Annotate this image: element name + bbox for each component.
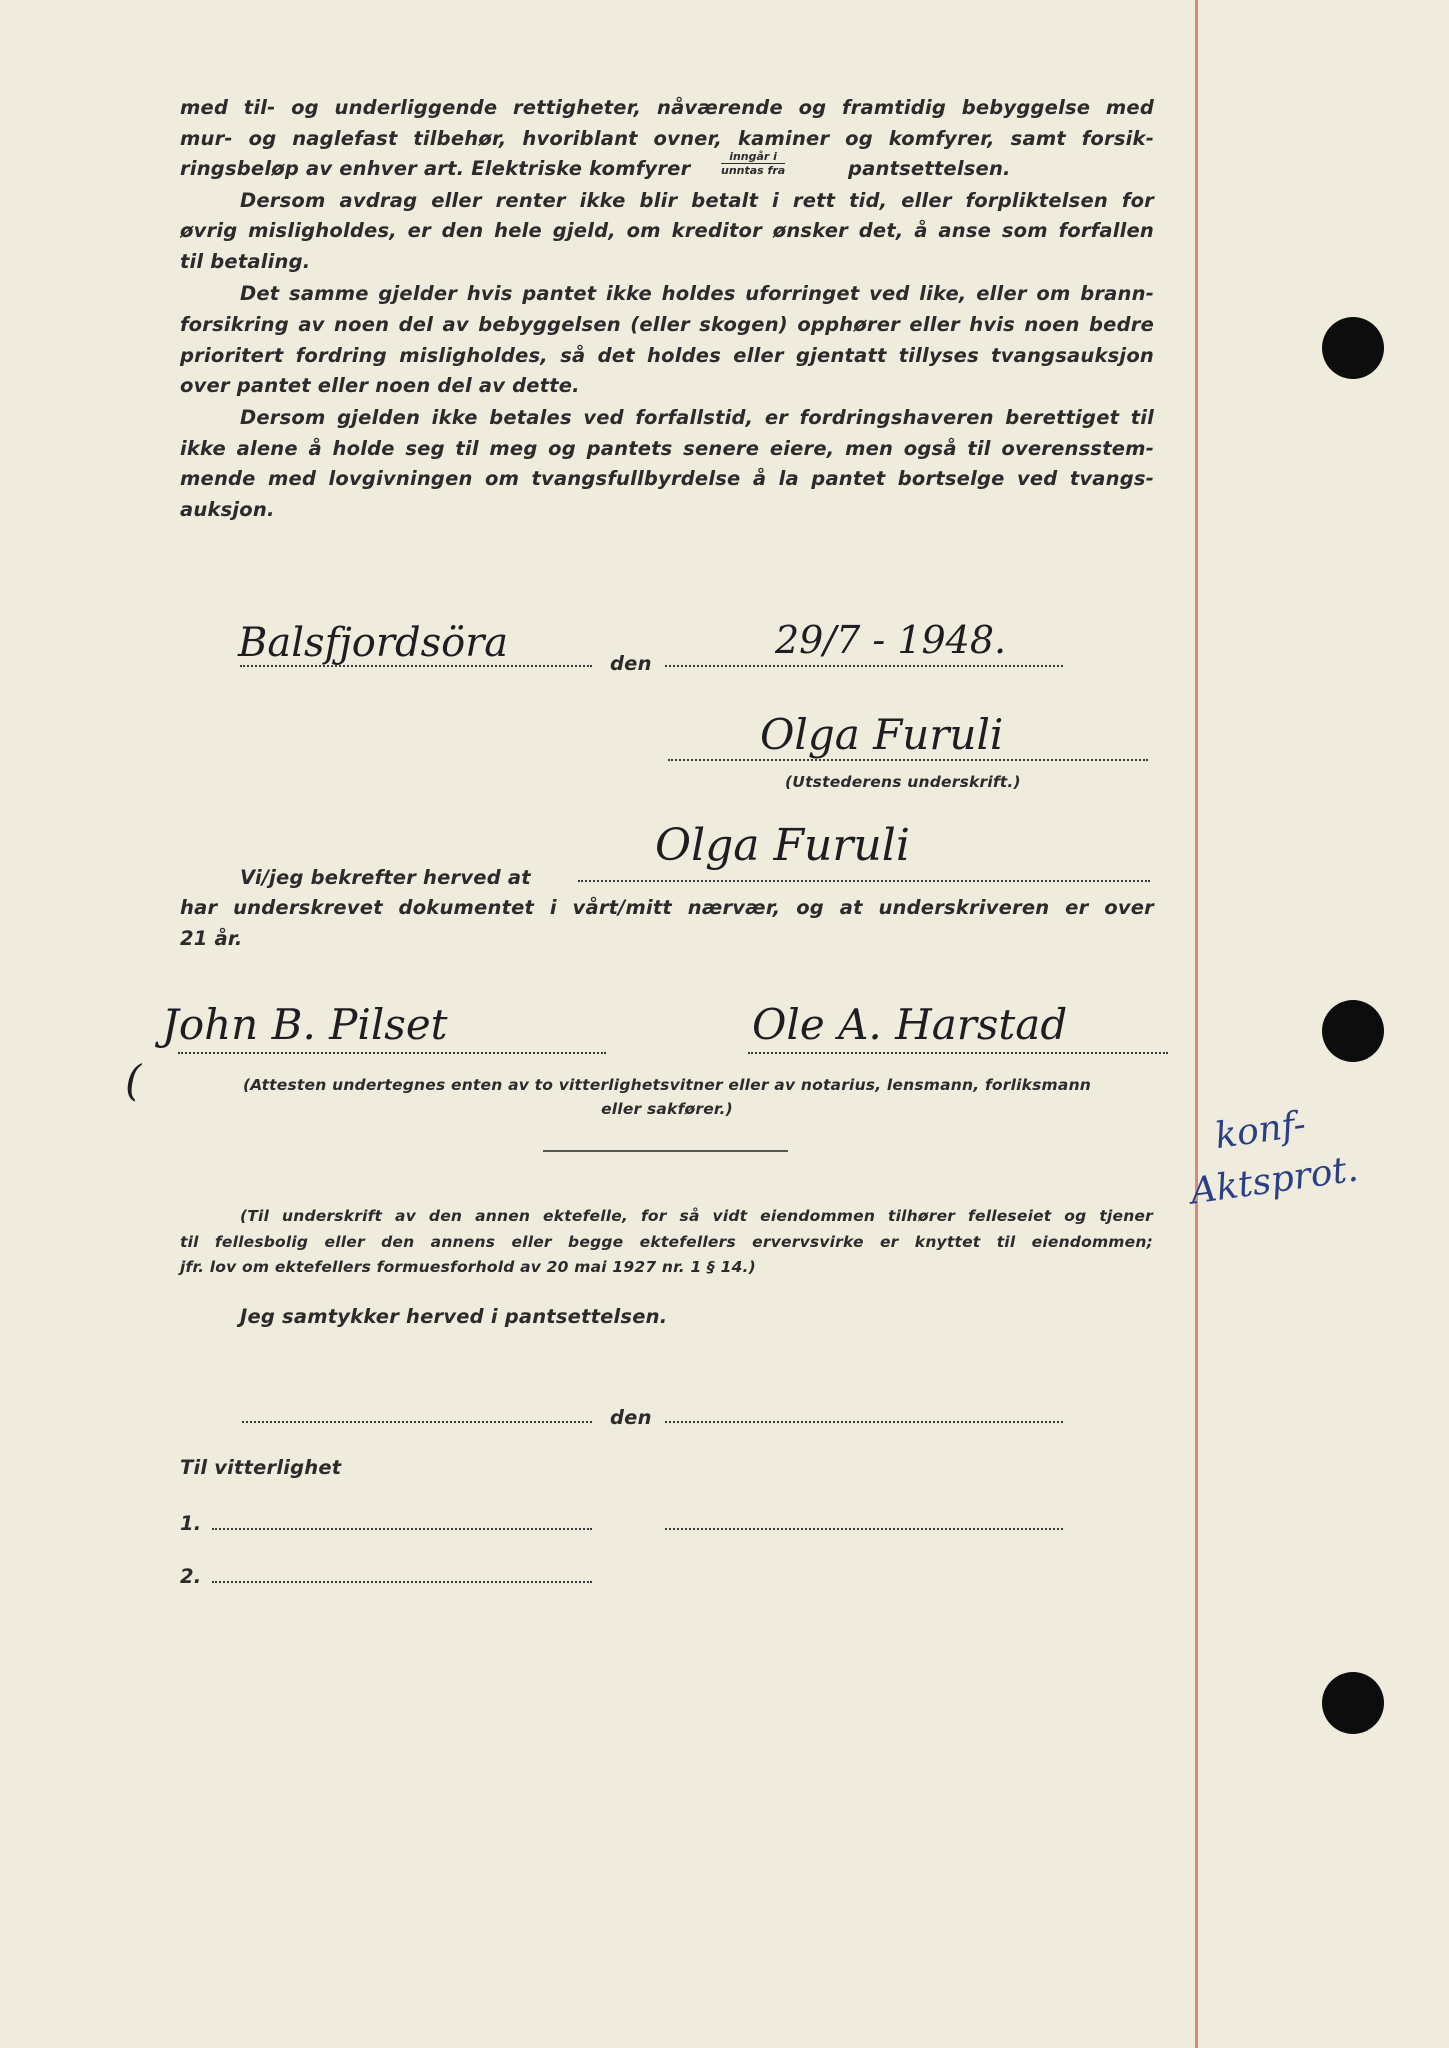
witness2-signature: Ole A. Harstad [752, 1000, 1068, 1049]
text-line: auksjon. [180, 498, 275, 521]
witness-heading: Til vitterlighet [180, 1456, 342, 1479]
witness-line-2a [212, 1581, 592, 1583]
date-handwritten: 29/7 - 1948. [775, 618, 1007, 662]
text-line: Dersom gjelden ikke betales ved forfallstid, er fordringshaveren berettiget til [240, 406, 1154, 429]
den-label: den [610, 652, 652, 675]
witness-line-1b [665, 1528, 1063, 1530]
fraction-top: inngår i [721, 150, 785, 164]
witness1-signature: John B. Pilset [162, 1000, 448, 1049]
text-line: ikke alene å holde seg til meg og pantets senere eiere, men også til overensstem- [180, 437, 1154, 460]
text-line: Det samme gjelder hvis pantet ikke holdes uforringet ved like, eller om brann- [240, 282, 1154, 305]
spouse-note-line: til fellesbolig eller den annens eller begge ektefellers ervervsvirke er knyttet til eiendommen; [180, 1233, 1153, 1251]
spouse-note-line: (Til underskrift av den annen ektefelle, for så vidt eiendommen tilhører felleseiet og tjener [240, 1207, 1153, 1225]
text-line: over pantet eller noen del av dette. [180, 374, 580, 397]
spouse-date-line [665, 1421, 1063, 1423]
red-margin-line [1195, 0, 1198, 2048]
punch-hole [1322, 1000, 1384, 1062]
text-line: med til- og underliggende rettigheter, nåværende og framtidig bebyggelse med [180, 96, 1154, 119]
attestation-dotted-line [578, 880, 1150, 882]
punch-hole [1322, 1672, 1384, 1734]
attested-signature: Olga Furuli [655, 820, 910, 871]
fraction-bottom: unntas fra [721, 164, 786, 177]
issuer-caption: (Utstederens underskrift.) [785, 773, 1021, 791]
witness-number: 2. [180, 1565, 202, 1588]
spouse-place-line [242, 1421, 592, 1423]
spouse-note-line: jfr. lov om ektefellers formuesforhold av 20 mai 1927 nr. 1 § 14.) [180, 1258, 756, 1276]
witness-number: 1. [180, 1512, 202, 1535]
text-line: mur- og naglefast tilbehør, hvoriblant ovner, kaminer og komfyrer, samt forsik- [180, 127, 1154, 150]
attestation-label: Vi/jeg bekrefter herved at [240, 866, 531, 889]
issuer-signature: Olga Furuli [760, 710, 1004, 759]
issuer-signature-line [668, 759, 1148, 761]
text-line: 21 år. [180, 927, 243, 950]
consent-text: Jeg samtykker herved i pantsettelsen. [240, 1305, 668, 1328]
date-dotted-line [665, 665, 1063, 667]
witness1-line [178, 1052, 606, 1054]
text-line: forsikring av noen del av bebyggelsen (eller skogen) opphører eller hvis noen bedre [180, 313, 1154, 336]
text-line: ringsbeløp av enhver art. Elektriske komfyrer [180, 157, 691, 180]
text-line: mende med lovgivningen om tvangsfullbyrdelse å la pantet bortselge ved tvangs- [180, 467, 1154, 490]
text-line: øvrig misligholdes, er den hele gjeld, om kreditor ønsker det, å anse som forfallen [180, 219, 1154, 242]
margin-note-line: Aktsprot. [1187, 1148, 1361, 1213]
den-label: den [610, 1406, 652, 1429]
bracket-mark: ( [125, 1056, 142, 1105]
text-line: prioritert fordring misligholdes, så det holdes eller gjentatt tillyses tvangsauksjon [180, 344, 1154, 367]
text-line: har underskrevet dokumentet i vårt/mitt nærvær, og at underskriveren er over [180, 896, 1154, 919]
attestation-caption: eller sakfører.) [601, 1100, 733, 1118]
text-line: til betaling. [180, 250, 311, 273]
witness-line-1a [212, 1528, 592, 1530]
margin-note-line: konf- [1212, 1103, 1309, 1158]
section-divider [543, 1150, 788, 1152]
place-handwritten: Balsfjordsöra [238, 620, 509, 666]
witness2-line [748, 1052, 1168, 1054]
text-line: pantsettelsen. [848, 157, 1011, 180]
inngar-unntas-fraction [721, 150, 785, 177]
attestation-caption: (Attesten undertegnes enten av to vitterlighetsvitner eller av notarius, lensmann, forliksmann [242, 1076, 1092, 1094]
text-line: Dersom avdrag eller renter ikke blir betalt i rett tid, eller forpliktelsen for [240, 189, 1154, 212]
punch-hole [1322, 317, 1384, 379]
